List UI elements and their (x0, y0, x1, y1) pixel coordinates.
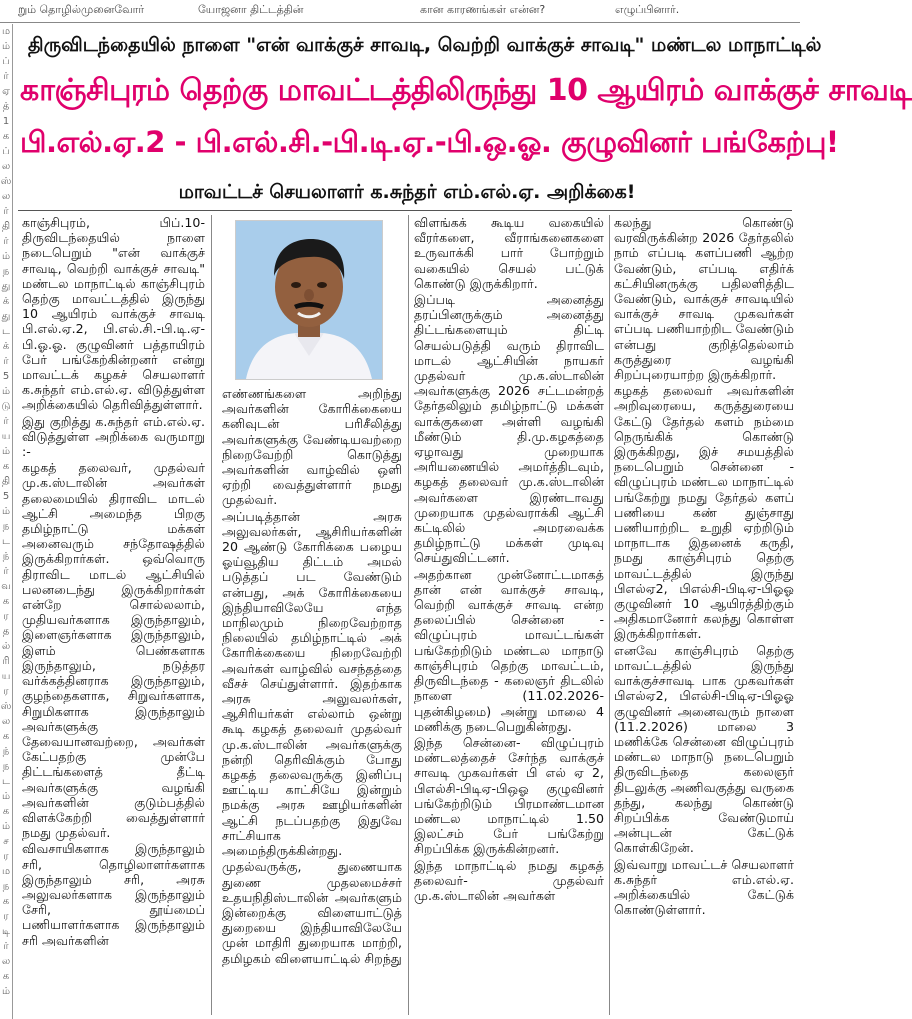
margin-fragment: ர் (3, 71, 9, 82)
column-divider (408, 215, 409, 1015)
margin-fragment: க (2, 461, 10, 472)
top-snippet-1: றும் தொழில்முனைவோர் (18, 3, 145, 16)
paragraph: இது குறித்து க.சுந்தர் எம்.எல்.ஏ. விடுத்துள்ள அறிக்கை வருமாறு :- (22, 413, 205, 460)
margin-fragment: ந் (2, 746, 10, 757)
margin-fragment: ர் (3, 356, 9, 367)
portrait-illustration (236, 221, 382, 379)
top-snippet-4: எழுப்பினார். (615, 3, 680, 16)
margin-fragment: த் (2, 101, 10, 112)
paragraph: கலந்து கொண்டு வரவிருக்கின்ற 2026 தேர்தலில் நாம் எப்படி களப்பணி ஆற்ற வேண்டும், எப்படி எதிர்க் கட்சியினருக்கு பதிலளித்திட வேண்டும், வாக்குச் சாவடியில் வாக்குச் சாவடி முகவர்கள் எப்படி பணியாற்றிட வேண்டும் என்பது குறித்தெல்லாம் கருத்துரை வழங்கி சிறப்புரையாற்ற இருக்கிறார். (614, 215, 794, 383)
paragraph: காஞ்சிபுரம், பிப்.10- திருவிடந்தையில் நாளை நடைபெறும் "என் வாக்குச் சாவடி, வெற்றி வாக்குச் சாவடி" மண்டல மாநாட்டில் காஞ்சிபுரம் தெற்கு மாவட்டத்தில் இருந்து 10 ஆயிரம் வாக்குச் சாவடி பி.எல்.ஏ.2, பி.எல்.சி.-பி.டி.ஏ-பி.ஓ.ஓ. குழுவினர் பத்தாயிரம் பேர் பங்கேற்கின்றனர் என்று மாவட்டக் கழகச் செயலாளர் க.சுந்தர் எம்.எல்.ஏ. விடுத்துள்ள அறிக்கையில் தெரிவித்துள்ளார். (22, 215, 205, 413)
margin-fragment: ல (1, 716, 11, 727)
paragraph: கழகத் தலைவர், முதல்வர் மு.க.ஸ்டாலின் அவர்கள் தலைமையில் திராவிட மாடல் ஆட்சி அமைந்த பிறகு தமிழ்நாட்டு மக்கள் அனைவரும் சந்தோஷத்தில் இருக்கிறார்கள். ஒவ்வொரு திராவிட மாடல் ஆட்சியில் பலனடைந்து இருக்கிறார்கள் என்றே சொல்லலாம், முதியவர்களாக இருந்தாலும், இளைஞர்களாக இருந்தாலும், இளம் பெண்களாக இருந்தாலும், நடுத்தர வர்க்கத்தினராக இருந்தாலும், குழந்தைகளாக, சிறுவர்களாக, சிறுமிகளாக இருந்தாலும் அவர்களுக்கு தேவையானவற்றை, அவர்கள் கேட்பதற்கு முன்பே திட்டங்களைத் தீட்டி அவர்களுக்கு வழங்கி அவர்களின் குடும்பத்தில் விளக்கேற்றி வைத்துள்ளார் நமது முதல்வர். (22, 460, 205, 841)
margin-fragment: க (2, 971, 10, 982)
margin-fragment: ஸ் (0, 176, 12, 187)
subheadline: மாவட்டச் செயலாளர் க.சுந்தர் எம்.எல்.ஏ. அறிக்கை! (178, 181, 636, 203)
headline-kicker: திருவிடந்தையில் நாளை "என் வாக்குச் சாவடி, வெற்றி வாக்குச் சாவடி" மண்டல மாநாட்டில் (28, 34, 822, 56)
margin-fragment: ம (1, 866, 11, 877)
margin-fragment: 5 (2, 371, 10, 382)
margin-fragment: க (2, 131, 10, 142)
margin-fragment: 5 (2, 491, 10, 502)
paragraph: அப்படித்தான் அரசு அலுவலர்கள், ஆசிரியர்களின் 20 ஆண்டு கோரிக்கை பழைய ஓய்வூதிய திட்டம் அமல் படுத்தப் பட வேண்டும் என்பது, அக் கோரிக்கையை இந்தியாவிலேயே எந்த மாநிலமும் நிறைவேற்றாத நிலையில் தமிழ்நாட்டில் அக் கோரிக்கையை நிறைவேற்றி அவர்கள் வாழ்வில் வசந்தத்தை வீசச் செய்துள்ளார். இதற்காக அரசு அலுவலர்கள், ஆசிரியர்கள் எல்லாம் ஒன்று கூடி கழகத் தலைவர் முதல்வர் மு.க.ஸ்டாலின் அவர்களுக்கு நன்றி தெரிவிக்கும் போது கழகத் தலைவருக்கு இனிப்பு ஊட்டிய காட்சியே இன்றும் நமக்கு அரசு ஊழியர்களின் ஆட்சி நடப்பதற்கு இதுவே சாட்சியாக அமைந்திருக்கின்றது. (222, 508, 402, 859)
margin-fragment: ய (1, 431, 11, 442)
margin-fragment: ல் (1, 641, 11, 652)
margin-fragment: ஸ் (0, 701, 12, 712)
paragraph: விளங்கக் கூடிய வகையில் வீரர்களை, வீராங்கனைகளை உருவாக்கி பார் போற்றும் வகையில் செயல் பட்டுக் கொண்டு இருக்கிறார். (414, 215, 604, 291)
paragraph: எனவே காஞ்சிபுரம் தெற்கு மாவட்டத்தில் இருந்து வாக்குச்சாவடி பாக முகவர்கள் பிஎல்ஏ2, பிஎல்சி-பிடிஏ-பிஓஓ குழுவினர் அனைவரும் நாளை (11.2.2026) மாலை 3 மணிக்கே சென்னை விழுப்புரம் மண்டல மாநாடு நடைபெறும் திருவிடந்தை கலைஞர் திடலுக்கு அணிவகுத்து வருகை தந்து, கலந்து கொண்டு சிறப்பிக்க வேண்டுமாய் அன்புடன் கேட்டுக் கொள்கிறேன். (614, 642, 794, 856)
portrait-photo (235, 220, 383, 380)
margin-fragment: க (2, 596, 10, 607)
margin-fragment: ப் (2, 146, 10, 157)
margin-fragment: ர் (3, 236, 9, 247)
margin-fragment: டு (1, 401, 11, 412)
margin-fragment: ந (2, 761, 10, 772)
margin-fragment: ட (2, 776, 10, 787)
paragraph: இந்த சென்னை- விழுப்புரம் மண்டலத்தைச் சேர்ந்த வாக்குச் சாவடி முகவர்கள் பி எல் ஏ 2, பிஎல்சி-பிடிஏ-பிஒஓ குழுவினர் பங்கேற்றிடும் பிரமாண்டமான மண்டல மாநாட்டில் 1.50 இலட்சம் பேர் பங்கேற்று சிறப்பிக்க இருக்கின்றனர். (414, 734, 604, 857)
paragraph: முதல்வருக்கு, துணையாக துணை முதலமைச்சர் உதயநிதிஸ்டாலின் அவர்களும் இன்றைக்கு விளையாட்டுத் துறையை இந்தியாவிலேயே முன் மாதிரி துறையாக மாற்றி, தமிழகம் விளையாட்டில் சிறந்து (222, 859, 402, 966)
column-divider (211, 215, 212, 1015)
margin-fragment: ர் (3, 416, 9, 427)
margin-fragment: ஏ (2, 86, 10, 97)
margin-fragment: தி (1, 476, 11, 487)
margin-fragment: ர (3, 911, 9, 922)
paragraph: எண்ணங்களை அறிந்து அவர்களின் கோரிக்கையை கனிவுடன் பரிசீலித்து அவர்களுக்கு வேண்டியவற்றை நிறைவேற்றி கொடுத்து அவர்களின் வாழ்வில் ஒளி ஏற்றி வைத்துள்ளார் நமது முதல்வர். (222, 386, 402, 508)
margin-fragment: ட (2, 326, 10, 337)
margin-fragment: ம் (1, 386, 11, 397)
margin-fragment: க (2, 731, 10, 742)
margin-fragment: க் (2, 341, 10, 352)
margin-fragment: ர் (3, 206, 9, 217)
margin-fragment: ர (3, 851, 9, 862)
headline-main-line2: பி.எல்.ஏ.2 - பி.எல்.சி.-பி.டி.ஏ.-பி.ஒ.ஓ. குழுவினர் பங்கேற்பு! (20, 125, 839, 159)
margin-fragment: ம் (1, 251, 11, 262)
paragraph: கழகத் தலைவர் அவர்களின் அறிவுரையை, கருத்துரையை கேட்டு தேர்தல் களம் நம்மை நெருங்கிக் கொண்டு இருக்கிறது, இச் சமயத்தில் நடைபெறும் சென்னை - விழுப்புரம் மண்டல மாநாட்டில் பங்கேற்று நமது தேர்தல் களப் பணியை கண் துஞ்சாது பணியாற்றிட உறுதி ஏற்றிடும் மாநாடாக இதனைக் கருதி, நமது காஞ்சிபுரம் தெற்கு மாவட்டத்தில் இருந்து பிஎல்ஏ2, பிஎல்சி-பிடிஏ-பிஓஓ குழுவினர் 10 ஆயிரத்திற்கும் அதிகமானோர் கலந்து கொள்ள இருக்கிறார்கள். (614, 383, 794, 642)
paragraph: விவசாயிகளாக இருந்தாலும் சரி, தொழிலாளர்களாக இருந்தாலும் சரி, அரசு அலுவலர்களாக இருந்தாலும் சேரி, தூய்மைப் பணியாளர்களாக இருந்தாலும் சரி அவர்களின் (22, 841, 205, 948)
paragraph: இந்த மாநாட்டில் நமது கழகத் தலைவர்- முதல்வர் மு.க.ஸ்டாலின் அவர்கள் (414, 857, 604, 903)
margin-fragment: த (2, 626, 10, 637)
margin-fragment: து (1, 281, 11, 292)
top-strip (0, 0, 800, 23)
paragraph: அதற்கான முன்னோட்டமாகத் தான் என் வாக்குச் சாவடி, வெற்றி வாக்குச் சாவடி என்ற தலைப்பில் சென்னை - விழுப்புரம் மாவட்டங்கள் பங்கேற்றிடும் மண்டல மாநாடு காஞ்சிபுரம் தெற்கு மாவட்டம், திருவிடந்தை - கலைஞர் திடலில் நாளை (11.02.2026-புதன்கிழமை) அன்று மாலை 4 மணிக்கு நடைபெறுகின்றது. (414, 566, 604, 734)
headline-main-line1: காஞ்சிபுரம் தெற்கு மாவட்டத்திலிருந்து 10 ஆயிரம் வாக்குச் சாவடி (20, 73, 912, 108)
margin-fragment: ட (2, 536, 10, 547)
headline-divider (18, 210, 792, 211)
margin-fragment: ம் (1, 986, 11, 997)
top-snippet-3: கான காரணங்கள் என்ன? (420, 3, 546, 16)
margin-fragment: ந (2, 266, 10, 277)
margin-fragment: ம (1, 26, 11, 37)
margin-fragment: ய (1, 671, 11, 682)
article-column-4 (614, 215, 794, 1015)
margin-fragment: ரி (2, 656, 10, 667)
margin-fragment: க (2, 806, 10, 817)
margin-fragment: க (2, 896, 10, 907)
margin-fragment: ர (3, 611, 9, 622)
margin-fragment: ம் (1, 446, 11, 457)
margin-fragment: ந் (2, 551, 10, 562)
top-snippet-2: யோஜனா திட்டத்தின் (198, 3, 304, 16)
margin-fragment: 1 (2, 116, 10, 127)
margin-fragment: ம் (1, 791, 11, 802)
margin-fragment: டி (2, 926, 10, 937)
margin-fragment: ர் (3, 566, 9, 577)
margin-fragment: து (1, 311, 11, 322)
margin-fragment: ப் (2, 56, 10, 67)
article-column-2 (222, 386, 402, 1016)
margin-fragment: ம் (1, 821, 11, 832)
article-column-1 (22, 215, 205, 1015)
margin-fragment: தி (1, 221, 11, 232)
article-column-3 (414, 215, 604, 1015)
margin-fragment: ல (1, 956, 11, 967)
margin-fragment: வ (1, 581, 11, 592)
margin-fragment: ர் (3, 941, 9, 952)
column-divider (609, 215, 610, 1015)
paragraph: இவ்வாறு மாவட்டச் செயலாளர் க.சுந்தர் எம்.எல்.ஏ. அறிக்கையில் கேட்டுக் கொண்டுள்ளார். (614, 856, 794, 918)
margin-fragment: க் (2, 296, 10, 307)
margin-fragment: ர (3, 686, 9, 697)
margin-fragment: ல (1, 161, 11, 172)
margin-fragment: ச (3, 836, 9, 847)
margin-fragment: ல (1, 191, 11, 202)
paragraph: இப்படி அனைத்து தரப்பினருக்கும் அனைத்து திட்டங்களையும் திட்டி செயல்படுத்தி வரும் திராவிட மாடல் ஆட்சியின் நாயகர் முதல்வர் மு.க.ஸ்டாலின் அவர்களுக்கு 2026 சட்டமன்றத் தேர்தலிலும் தமிழ்நாட்டு மக்கள் வாக்குகளை அள்ளி வழங்கி மீண்டும் தி.மு.கழகத்தை ஏழாவது முறையாக அரியணையில் அமர்த்திடவும், கழகத் தலைவர் மு.க.ஸ்டாலின் அவர்களை இரண்டாவது முறையாக முதல்வராக்கி ஆட்சி கட்டிலில் அமரவைக்க தமிழ்நாட்டு மக்கள் முடிவு செய்துவிட்டனர். (414, 292, 604, 566)
margin-fragment: ம் (1, 41, 11, 52)
left-margin-fragments (0, 24, 13, 1019)
margin-fragment: ந (2, 521, 10, 532)
margin-fragment: ந (2, 881, 10, 892)
margin-fragment: ம் (1, 506, 11, 517)
